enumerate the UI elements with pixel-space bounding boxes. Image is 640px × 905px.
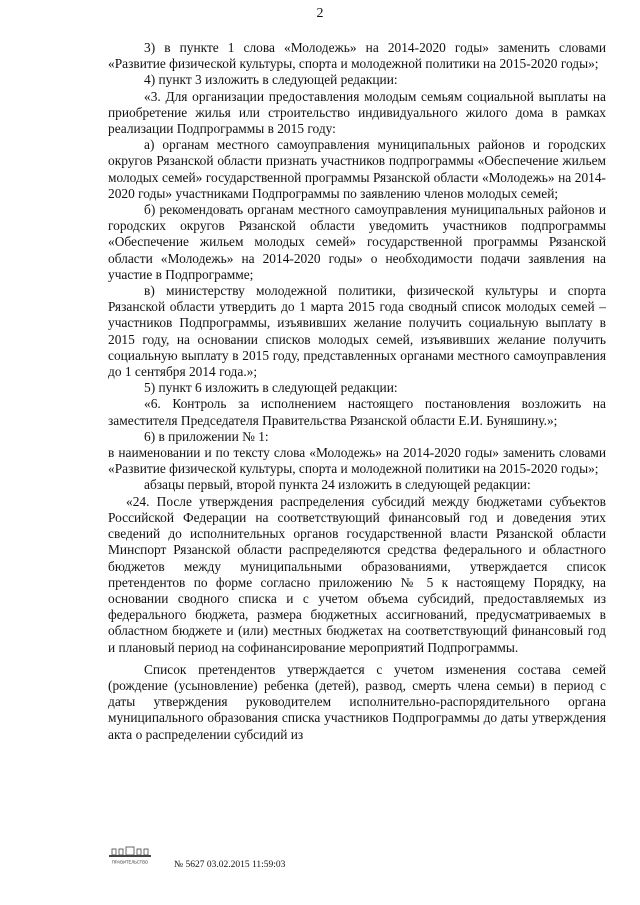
paragraph-item-3: 3) в пункте 1 слова «Молодежь» на 2014-2020 годы» заменить словами «Развитие физической культуры, спорта и молодежной политики на 2015-2020 годы»;	[108, 40, 606, 72]
paragraph-clause-3: «3. Для организации предоставления молодым семьям социальной выплаты на приобретение жилья или строительство индивидуального жилого дома в рамках реализации Подпрограммы в 2015 году:	[108, 88, 606, 137]
paragraph-list-applicants: Список претендентов утверждается с учетом изменения состава семей (рождение (усыновление) ребенка (детей), развод, смерть члена семьи) в период с даты утверждения руководителем исполнительно-распорядительного органа муниципального образования списка участников Подпрограммы до даты утверждения акта о распределении субсидий из	[108, 661, 606, 742]
paragraph-item-5: 5) пункт 6 изложить в следующей редакции:	[144, 380, 398, 396]
logo-text: ПРАВИТЕЛЬСТВО	[111, 859, 149, 865]
footer	[108, 846, 408, 886]
paragraph-abzacy: абзацы первый, второй пункта 24 изложить в следующей редакции:	[144, 477, 531, 493]
document-body	[108, 40, 606, 743]
paragraph-subitem-a: а) органам местного самоуправления муниципальных районов и городских округов Рязанской области признать участников подпрограммы «Обеспечение жильем молодых семей» государственной программы Рязанской области «Молодежь» на 2014-2020 годы» участниками Подпрограммы по заявлению членов молодых семей;	[108, 137, 606, 201]
paragraph-subitem-b: б) рекомендовать органам местного самоуправления муниципальных районов и городских округов Рязанской области уведомить участников подпрограммы «Обеспечение жильем молодых семей» государственной программы Рязанской области «Молодежь» на 2014-2020 годы» о необходимости подачи заявления на участие в Подпрограмме;	[108, 202, 606, 282]
paragraph-subitem-v: в) министерству молодежной политики, физической культуры и спорта Рязанской области утвердить до 1 марта 2015 года сводный список молодых семей – участников Подпрограммы, изъявивших желание получить социальную выплату в 2015 году, на основании списков молодых семей, изъявивших желание получить социальную выплату в 2015 году, представленных органами местного самоуправления до 1 сентября 2014 года.»;	[108, 283, 606, 380]
paragraph-clause-24: «24. После утверждения распределения субсидий между бюджетами субъектов Российской Федерации на соответствующий финансовый год и доведения этих сведений до исполнительных органов государственной власти Рязанской области Минспорт Рязанской области распределяются средства федерального и областного бюджетов между муниципальными образованиями, утверждается список претендентов по форме согласно приложению № 5 к настоящему Порядку, на основании сводного списка и с учетом объема субсидий, предоставляемых из федерального бюджета, размера бюджетных ассигнований, предусматриваемых в областном бюджете и (или) местных бюджетах на соответствующий финансовый год и плановый период на софинансирование мероприятий Подпрограммы.	[108, 493, 606, 655]
document-stamp: № 5627 03.02.2015 11:59:03	[174, 860, 286, 870]
page-number: 2	[316, 6, 324, 21]
paragraph-item-6: 6) в приложении № 1:	[144, 428, 269, 444]
paragraph-item-4: 4) пункт 3 изложить в следующей редакции:	[144, 72, 398, 88]
paragraph-rename: в наименовании и по тексту слова «Молодежь» на 2014-2020 годы» заменить словами «Развитие физической культуры, спорта и молодежной политики на 2015-2020 годы»;	[108, 445, 606, 477]
government-logo-icon	[108, 846, 152, 866]
paragraph-clause-6: «6. Контроль за исполнением настоящего постановления возложить на заместителя Председателя Правительства Рязанской области Е.И. Буняшину.»;	[108, 396, 606, 428]
